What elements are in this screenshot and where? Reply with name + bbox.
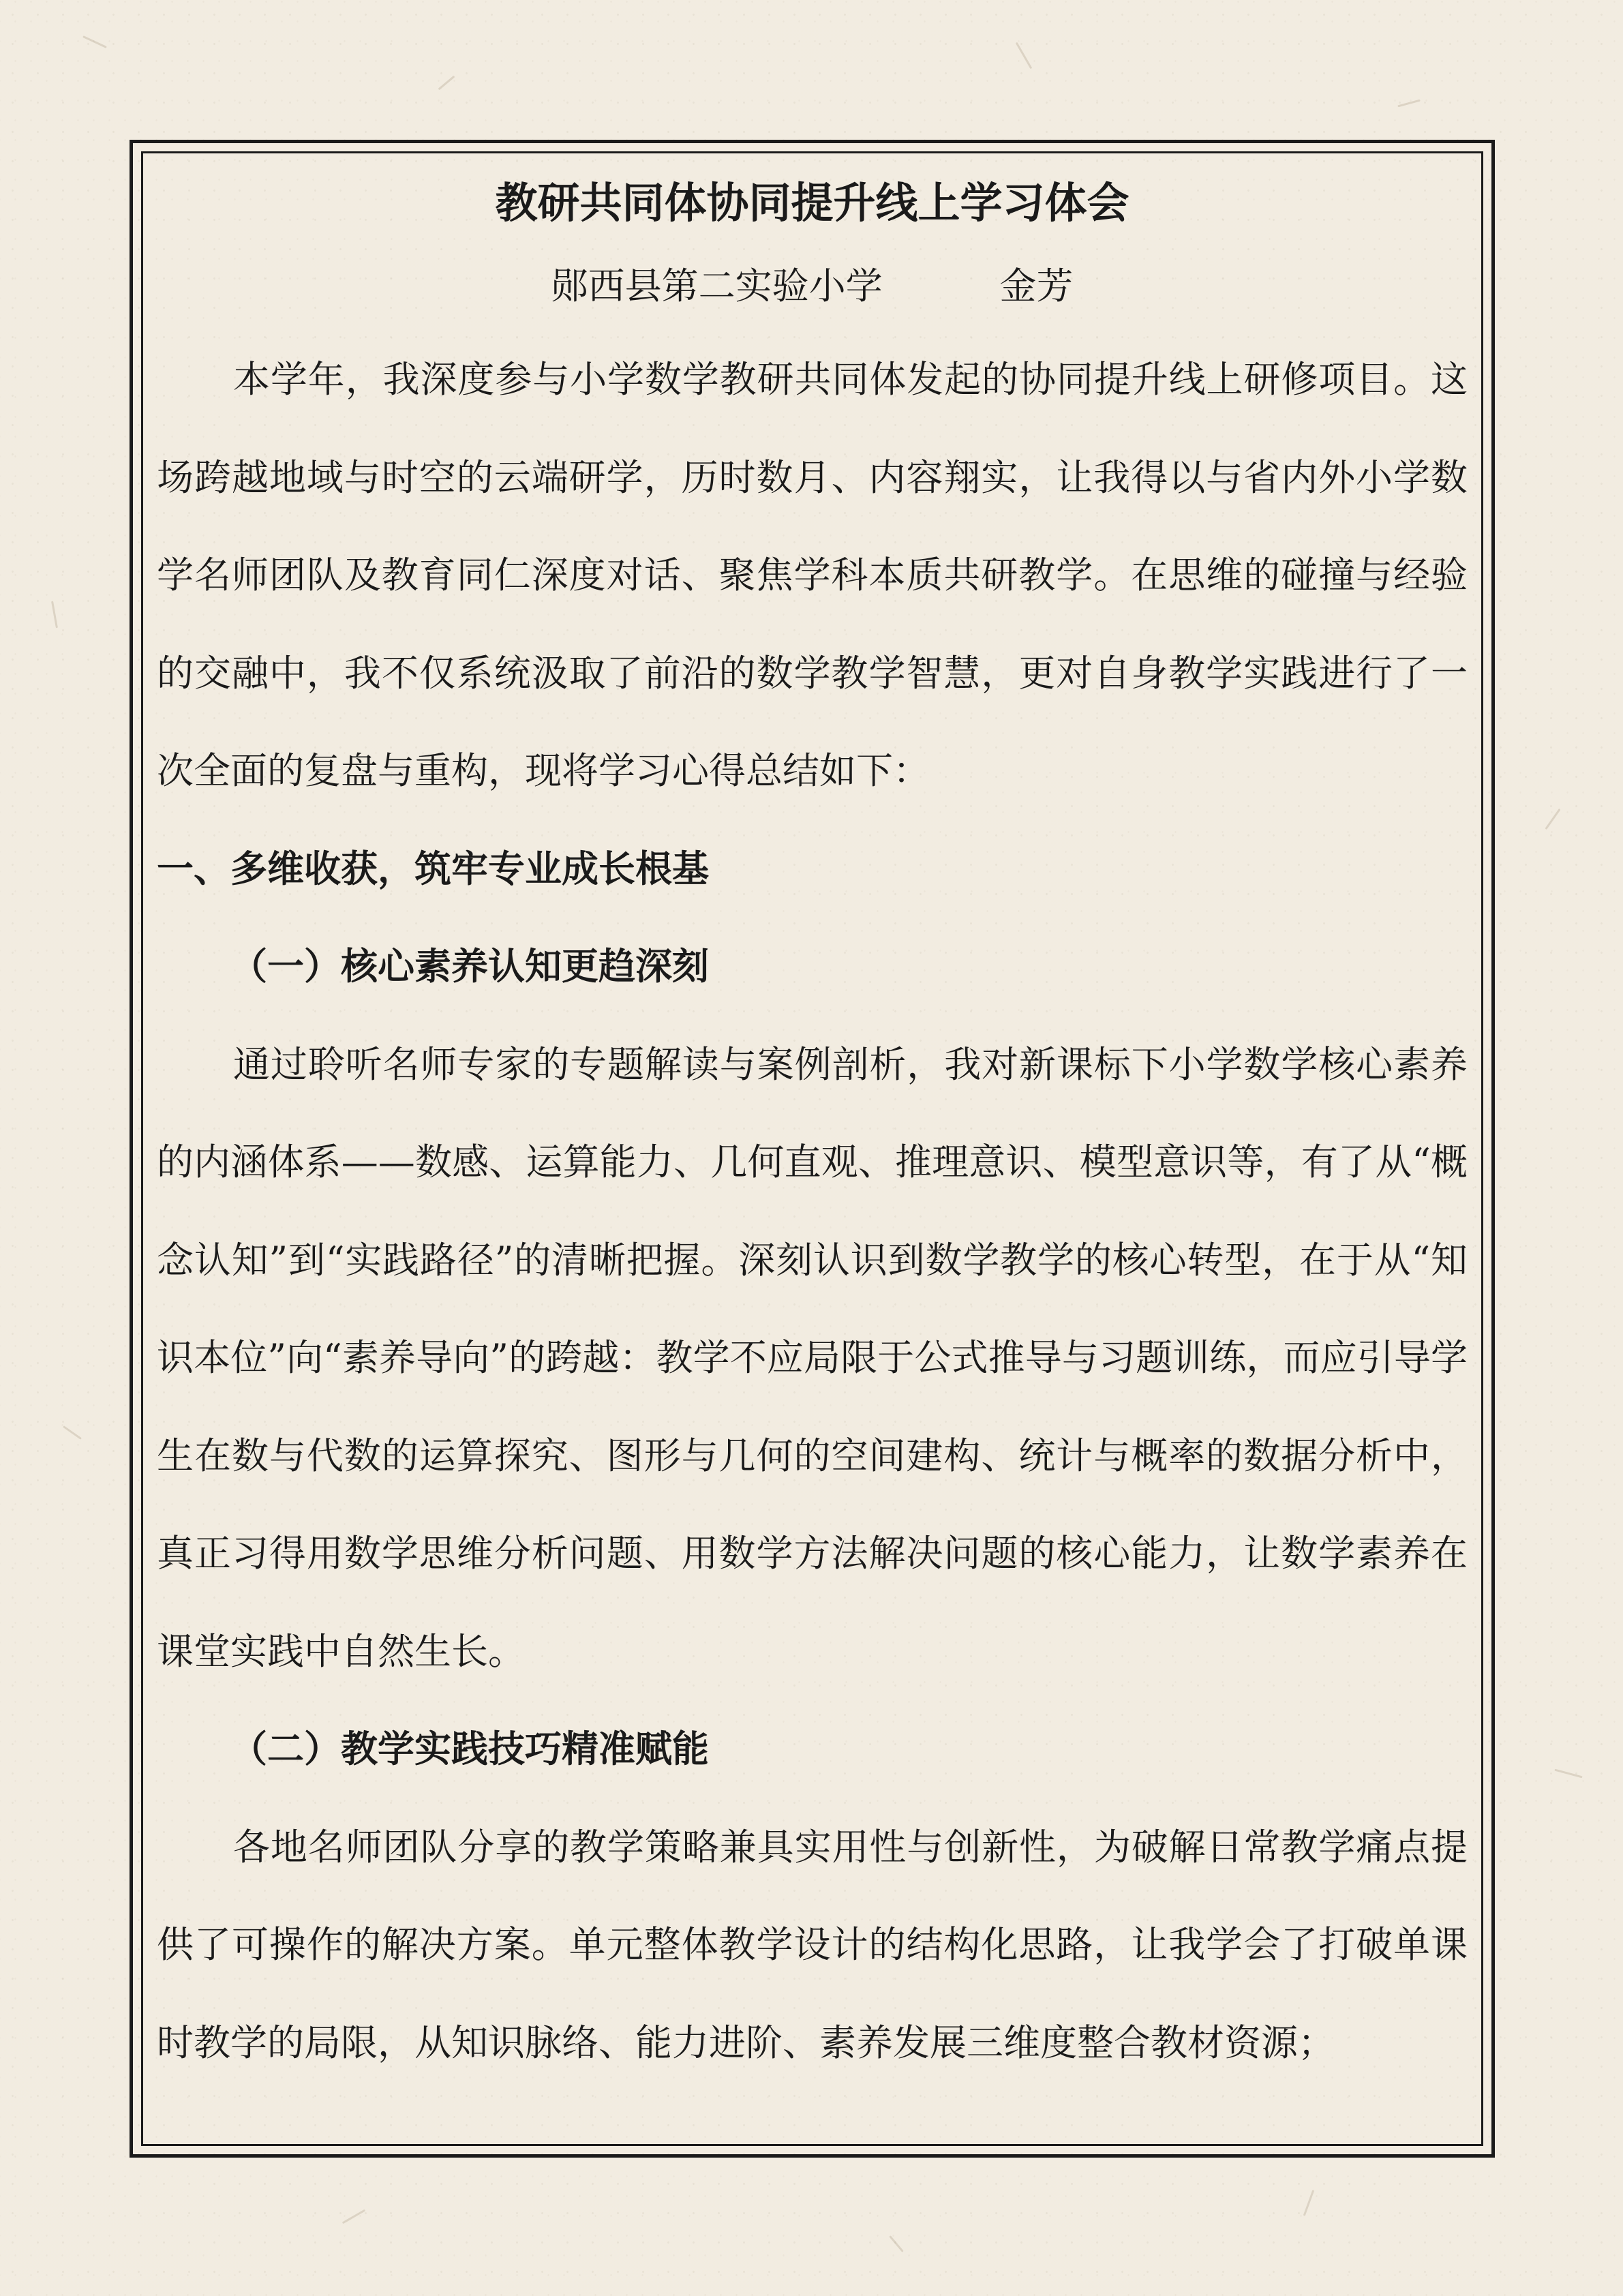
document-title: 教研共同体协同提升线上学习体会 xyxy=(495,178,1129,228)
subsection-1-heading: （一）核心素养认知更趋深刻 xyxy=(230,945,709,988)
paper-fiber xyxy=(342,2209,365,2224)
subsection-1-paragraph: 通过聆听名师专家的专题解读与案例剖析，我对新课标下小学数学核心素养的内涵体系——数感、运算能力、几何直观、推理意识、模型意识等，有了从“概念认知”到“实践路径”的清晰把握。深刻认识到数学教学的核心转型，在于从“知识本位”向“素养导向”的跨越：教学不应局限于公式推导与习题训练，而应引导学生在数与代数的运算探究、图形与几何的空间建构、统计与概率的数据分析中，真正习得用数学思维分析问题、用数学方法解决问题的核心能力，让数学素养在课堂实践中自然生长。 xyxy=(157,1042,1468,1673)
intro-paragraph: 本学年，我深度参与小学数学教研共同体发起的协同提升线上研修项目。这场跨越地域与时空的云端研学，历时数月、内容翔实，让我得以与省内外小学数学名师团队及教育同仁深度对话、聚焦学科本质共研教学。在思维的碰撞与经验的交融中，我不仅系统汲取了前沿的数学教学智慧，更对自身教学实践进行了一次全面的复盘与重构，现将学习心得总结如下： xyxy=(157,358,1468,792)
document-body xyxy=(157,164,1468,2091)
paper-fiber xyxy=(63,1425,82,1440)
subsection-2-paragraph: 各地名师团队分享的教学策略兼具实用性与创新性，为破解日常教学痛点提供了可操作的解决方案。单元整体教学设计的结构化思路，让我学会了打破单课时教学的局限，从知识脉络、能力进阶、素养发展三维度整合教材资源； xyxy=(157,1825,1468,2064)
paper-fiber xyxy=(438,76,455,91)
section-1-heading: 一、多维收获，筑牢专业成长根基 xyxy=(157,847,709,890)
paper-fiber xyxy=(1016,42,1033,70)
paper-fiber xyxy=(1554,1769,1582,1779)
paper-fiber xyxy=(889,2235,904,2252)
subsection-2-heading: （二）教学实践技巧精准赋能 xyxy=(230,1727,709,1770)
author-byline: 郧西县第二实验小学 金芳 xyxy=(551,265,1074,307)
paper-fiber xyxy=(51,601,58,629)
paper-fiber xyxy=(1397,100,1421,108)
paper-fiber xyxy=(82,35,107,48)
paper-fiber xyxy=(1303,2190,1315,2216)
paper-fiber xyxy=(1545,809,1560,830)
